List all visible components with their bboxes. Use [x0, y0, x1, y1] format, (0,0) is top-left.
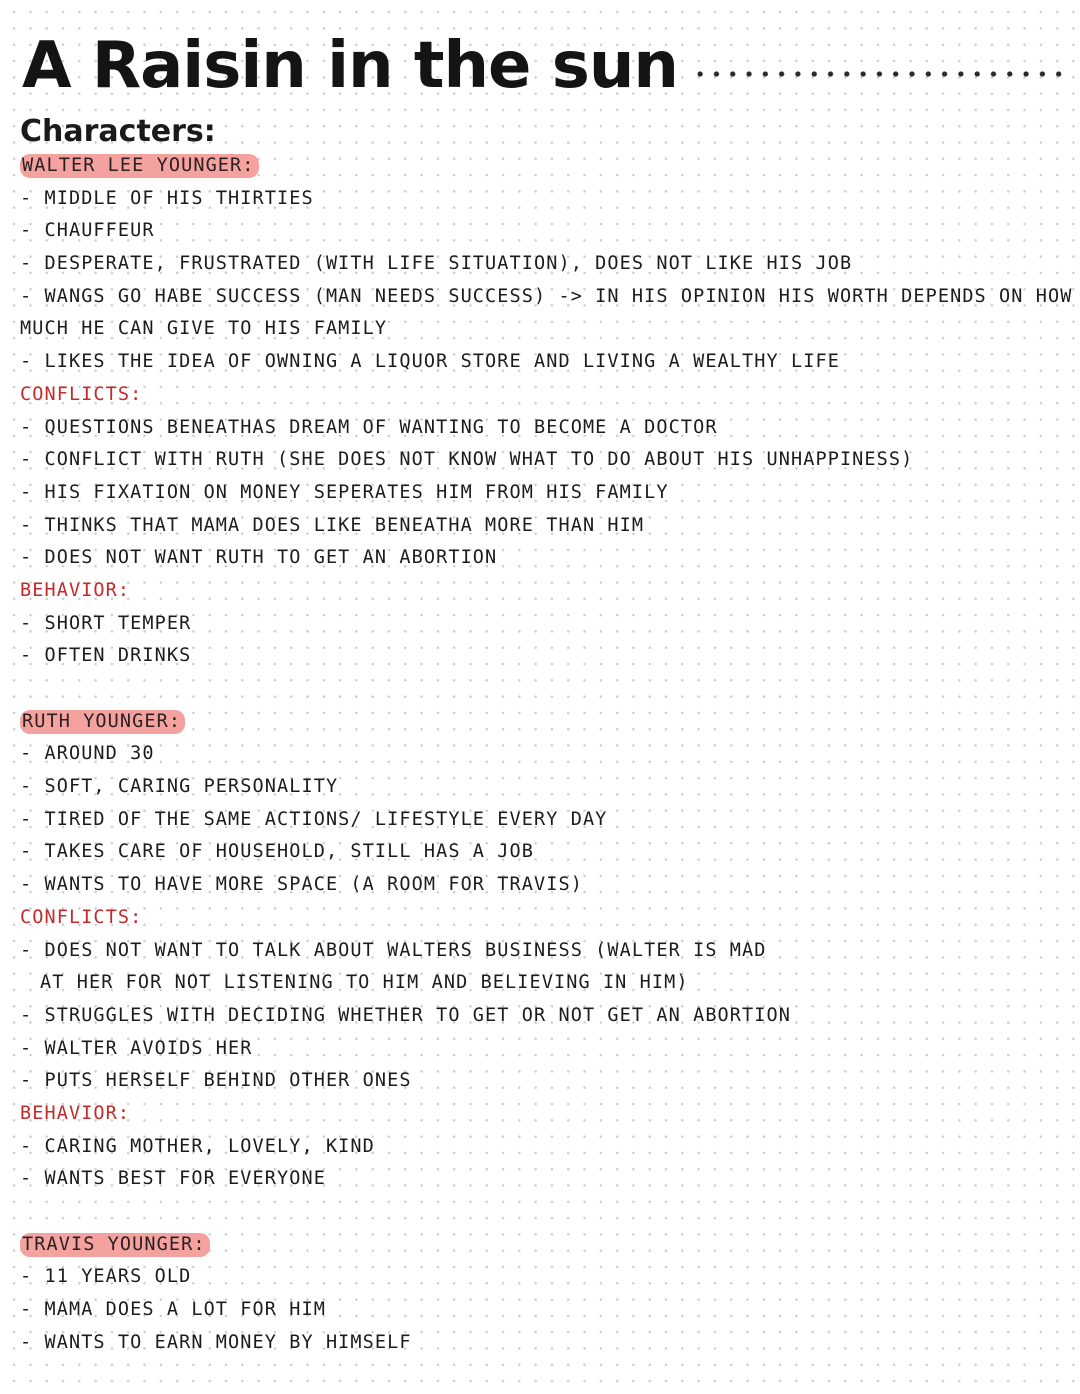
section-gap: [20, 1196, 1060, 1229]
list-item: - MAMA DOES A LOT FOR HIM: [20, 1299, 326, 1321]
list-item: - WANGS GO HABE SUCCESS (MAN NEEDS SUCCESS) -> IN HIS OPINION HIS WORTH DEPENDS ON HOW: [20, 285, 1073, 307]
list-item: - DESPERATE, FRUSTRATED (WITH LIFE SITUATION), DOES NOT LIKE HIS JOB: [20, 253, 853, 275]
list-item: - TAKES CARE OF HOUSEHOLD, STILL HAS A JOB: [20, 841, 534, 863]
character-name-line: [20, 150, 1060, 183]
character-name-walter: WALTER LEE YOUNGER:: [20, 154, 259, 178]
list-item: - OFTEN DRINKS: [20, 645, 192, 667]
conflicts-label: CONFLICTS:: [20, 906, 143, 928]
list-item: - CONFLICT WITH RUTH (SHE DOES NOT KNOW WHAT TO DO ABOUT HIS UNHAPPINESS): [20, 449, 914, 471]
list-item: - DOES NOT WANT TO TALK ABOUT WALTERS BUSINESS (WALTER IS MAD: [20, 939, 767, 961]
list-item: - CHAUFFEUR: [20, 220, 155, 242]
title-row: [22, 22, 1072, 102]
character-name-line: [20, 706, 1060, 739]
behavior-label: BEHAVIOR:: [20, 579, 131, 601]
list-item: - STRUGGLES WITH DECIDING WHETHER TO GET OR NOT GET AN ABORTION: [20, 1004, 791, 1026]
list-item: - WANTS TO HAVE MORE SPACE (A ROOM FOR TRAVIS): [20, 874, 583, 896]
list-item: - THINKS THAT MAMA DOES LIKE BENEATHA MORE THAN HIM: [20, 514, 645, 536]
behavior-label: BEHAVIOR:: [20, 1102, 131, 1124]
list-item: - QUESTIONS BENEATHAS DREAM OF WANTING TO BECOME A DOCTOR: [20, 416, 718, 438]
character-name-ruth: RUTH YOUNGER:: [20, 710, 185, 734]
title-dotted-leader: [692, 70, 1072, 78]
list-item: - WANTS BEST FOR EVERYONE: [20, 1168, 326, 1190]
list-item: - LIKES THE IDEA OF OWNING A LIQUOR STORE AND LIVING A WEALTHY LIFE: [20, 351, 840, 373]
section-gap: [20, 673, 1060, 706]
page-title: A Raisin in the sun: [22, 29, 678, 103]
list-item: - HIS FIXATION ON MONEY SEPERATES HIM FROM HIS FAMILY: [20, 481, 669, 503]
notes-content: [20, 150, 1073, 1359]
list-item: - TIRED OF THE SAME ACTIONS/ LIFESTYLE EVERY DAY: [20, 808, 608, 830]
list-item: - SHORT TEMPER: [20, 612, 192, 634]
list-item: - AROUND 30: [20, 743, 155, 765]
list-item: - PUTS HERSELF BEHIND OTHER ONES: [20, 1070, 412, 1092]
list-item: - SOFT, CARING PERSONALITY: [20, 776, 339, 798]
list-item: - MIDDLE OF HIS THIRTIES: [20, 187, 314, 209]
list-item: - CARING MOTHER, LOVELY, KIND: [20, 1135, 375, 1157]
conflicts-label: CONFLICTS:: [20, 383, 143, 405]
character-name-travis: TRAVIS YOUNGER:: [20, 1233, 210, 1257]
list-item: AT HER FOR NOT LISTENING TO HIM AND BELIEVING IN HIM): [40, 972, 689, 994]
list-item: - WANTS TO EARN MONEY BY HIMSELF: [20, 1331, 412, 1353]
character-name-line: [20, 1229, 1060, 1262]
characters-heading: Characters:: [20, 114, 216, 149]
list-item: - WALTER AVOIDS HER: [20, 1037, 253, 1059]
list-item: - 11 YEARS OLD: [20, 1266, 192, 1288]
list-item: MUCH HE CAN GIVE TO HIS FAMILY: [20, 318, 388, 340]
list-item: - DOES NOT WANT RUTH TO GET AN ABORTION: [20, 547, 498, 569]
